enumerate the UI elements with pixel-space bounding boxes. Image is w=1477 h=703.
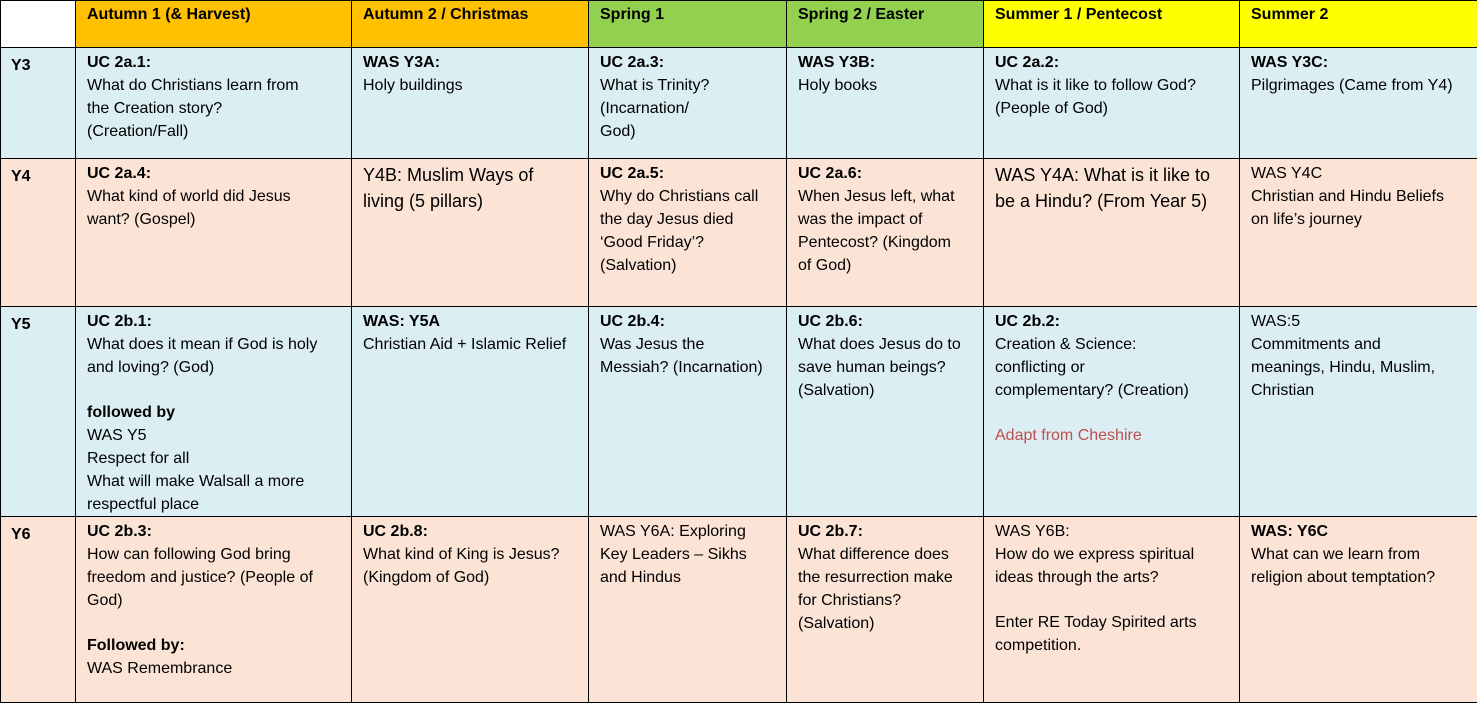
cell-text: (Kingdom of God) [363,566,580,589]
cell-y3-autumn-2 [352,48,589,159]
cell-y5-spring-1 [589,307,787,517]
unit-code: UC 2a.6: [798,162,975,185]
cell-text: Enter RE Today Spirited arts [995,611,1231,634]
cell-text: (Salvation) [798,612,975,635]
cell-text: How do we express spiritual [995,543,1231,566]
cell-text: want? (Gospel) [87,208,343,231]
cell-text: ‘Good Friday’? [600,231,778,254]
adapt-note: Adapt from Cheshire [995,424,1231,447]
cell-text: What will make Walsall a more [87,470,343,493]
cell-y6-autumn-1 [76,517,352,703]
cell-text: What does it mean if God is holy [87,333,343,356]
cell-text: WAS Y6B: [995,520,1231,543]
cell-y6-summer-2 [1240,517,1477,703]
cell-y3-summer-2 [1240,48,1477,159]
cell-text: How can following God bring [87,543,343,566]
cell-text: WAS Y5 [87,424,343,447]
spacer [87,379,343,401]
cell-text: conflicting or [995,356,1231,379]
cell-text: WAS Y4A: What is it like to [995,162,1231,188]
unit-code: UC 2a.1: [87,51,343,74]
cell-text: Creation & Science: [995,333,1231,356]
cell-text: living (5 pillars) [363,188,580,214]
table-row-y5 [1,307,1477,517]
cell-text: Holy books [798,74,975,97]
unit-code: WAS Y3C: [1251,51,1469,74]
cell-text: Christian and Hindu Beliefs [1251,185,1469,208]
term-autumn-1: Autumn 1 (& Harvest) [76,1,352,48]
term-spring-1: Spring 1 [589,1,787,48]
cell-text: What do Christians learn from [87,74,343,97]
cell-text: was the impact of [798,208,975,231]
cell-y5-autumn-2 [352,307,589,517]
unit-code: UC 2a.2: [995,51,1231,74]
table-row-y3 [1,48,1477,159]
cell-text: Pentecost? (Kingdom [798,231,975,254]
cell-text: Pilgrimages (Came from Y4) [1251,74,1469,97]
cell-text: freedom and justice? (People of [87,566,343,589]
cell-y4-autumn-1 [76,159,352,307]
cell-y3-spring-1 [589,48,787,159]
cell-text: (Creation/Fall) [87,120,343,143]
cell-text: Holy buildings [363,74,580,97]
cell-text: Messiah? (Incarnation) [600,356,778,379]
term-summer-2: Summer 2 [1240,1,1477,48]
cell-text: of God) [798,254,975,277]
cell-text: WAS Y6A: Exploring [600,520,778,543]
unit-code: UC 2b.2: [995,310,1231,333]
cell-text: When Jesus left, what [798,185,975,208]
term-autumn-2: Autumn 2 / Christmas [352,1,589,48]
sub-heading: Followed by: [87,634,343,657]
unit-code: UC 2b.7: [798,520,975,543]
cell-text: Was Jesus the [600,333,778,356]
term-summer-1: Summer 1 / Pentecost [984,1,1240,48]
cell-text: competition. [995,634,1231,657]
cell-text: What kind of King is Jesus? [363,543,580,566]
cell-y4-summer-1 [984,159,1240,307]
cell-y4-autumn-2 [352,159,589,307]
cell-text: Christian Aid + Islamic Relief [363,333,580,356]
cell-y5-summer-2 [1240,307,1477,517]
cell-y4-summer-2 [1240,159,1477,307]
cell-text: the resurrection make [798,566,975,589]
cell-text: Why do Christians call [600,185,778,208]
spacer [995,589,1231,611]
unit-code: WAS Y3B: [798,51,975,74]
table-row-y6 [1,517,1477,703]
year-label: Y6 [1,517,76,703]
cell-text: What is it like to follow God? [995,74,1231,97]
cell-text: What difference does [798,543,975,566]
corner-cell [1,1,76,48]
cell-text: (Incarnation/ [600,97,778,120]
cell-y6-autumn-2 [352,517,589,703]
cell-y3-spring-2 [787,48,984,159]
cell-text: Commitments and [1251,333,1469,356]
unit-code: UC 2b.3: [87,520,343,543]
unit-code: UC 2a.4: [87,162,343,185]
cell-text: Respect for all [87,447,343,470]
cell-text: save human beings? [798,356,975,379]
unit-code: UC 2a.5: [600,162,778,185]
cell-text: Christian [1251,379,1469,402]
cell-text: God) [600,120,778,143]
spacer [87,612,343,634]
unit-code: WAS: Y5A [363,310,580,333]
unit-code: UC 2b.4: [600,310,778,333]
cell-y6-spring-1 [589,517,787,703]
year-label: Y3 [1,48,76,159]
cell-y3-summer-1 [984,48,1240,159]
cell-y5-summer-1 [984,307,1240,517]
unit-code: WAS: Y6C [1251,520,1469,543]
cell-text: on life’s journey [1251,208,1469,231]
year-label: Y5 [1,307,76,517]
sub-heading: followed by [87,401,343,424]
cell-text: What can we learn from [1251,543,1469,566]
cell-text: Y4B: Muslim Ways of [363,162,580,188]
cell-y4-spring-1 [589,159,787,307]
cell-text: be a Hindu? (From Year 5) [995,188,1231,214]
cell-text: Key Leaders – Sikhs [600,543,778,566]
cell-text: God) [87,589,343,612]
table-row-y4 [1,159,1477,307]
cell-text: religion about temptation? [1251,566,1469,589]
unit-code: UC 2b.1: [87,310,343,333]
cell-y4-spring-2 [787,159,984,307]
cell-text: the day Jesus died [600,208,778,231]
cell-text: for Christians? [798,589,975,612]
cell-text: WAS:5 [1251,310,1469,333]
header-row [1,1,1477,48]
cell-y5-spring-2 [787,307,984,517]
cell-y3-autumn-1 [76,48,352,159]
cell-text: WAS Remembrance [87,657,343,680]
cell-text: respectful place [87,493,343,516]
cell-text: and loving? (God) [87,356,343,379]
cell-text: the Creation story? [87,97,343,120]
cell-y5-autumn-1 [76,307,352,517]
cell-text: ideas through the arts? [995,566,1231,589]
cell-text: What does Jesus do to [798,333,975,356]
cell-text: WAS Y4C [1251,162,1469,185]
unit-code: UC 2a.3: [600,51,778,74]
year-label: Y4 [1,159,76,307]
cell-text: What is Trinity? [600,74,778,97]
unit-code: UC 2b.8: [363,520,580,543]
unit-code: UC 2b.6: [798,310,975,333]
cell-text: (Salvation) [600,254,778,277]
cell-text: What kind of world did Jesus [87,185,343,208]
cell-text: (People of God) [995,97,1231,120]
term-spring-2: Spring 2 / Easter [787,1,984,48]
cell-y6-spring-2 [787,517,984,703]
cell-text: meanings, Hindu, Muslim, [1251,356,1469,379]
cell-text: (Salvation) [798,379,975,402]
cell-text: and Hindus [600,566,778,589]
cell-y6-summer-1 [984,517,1240,703]
cell-text: complementary? (Creation) [995,379,1231,402]
unit-code: WAS Y3A: [363,51,580,74]
spacer [995,402,1231,424]
